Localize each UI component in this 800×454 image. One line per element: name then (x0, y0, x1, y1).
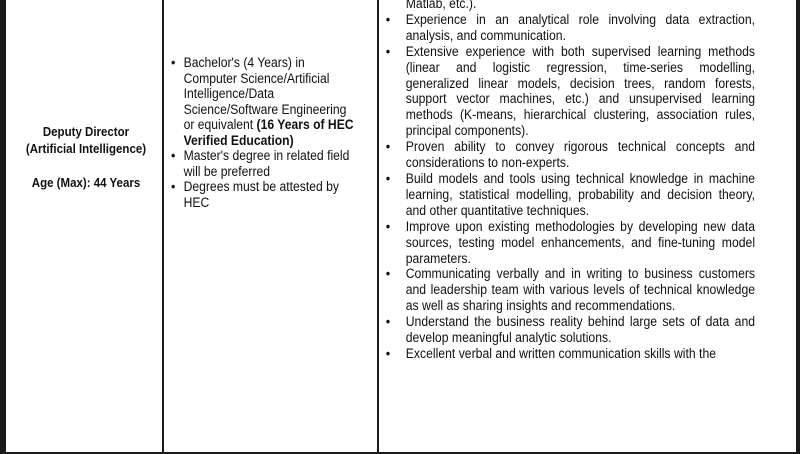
list-item: • Experience in an analytical role involving data extraction, analysis, and communication. (384, 12, 755, 44)
list-item: • Understand the business reality behind large sets of data and develop meaningful analytic solutions. (384, 314, 755, 346)
position-title: Deputy Director (42, 125, 130, 139)
qualification-item: • Master's degree in related field will be preferred (171, 148, 360, 179)
qualification-item: • Degrees must be attested by HEC (171, 179, 360, 210)
position-block (12, 124, 159, 192)
list-item: • Build models and tools using technical knowledge in machine learning, statistical modelling, probability and decision theory, and other quantitative techniques. (384, 171, 755, 219)
age-limit: Age (Max): 44 Years (31, 176, 141, 190)
continuation-text: Matlab, etc.). (405, 0, 477, 11)
position-subtitle: (Artificial Intelligence) (25, 142, 147, 156)
qualification-text: Bachelor's (4 Years) in Computer Science/Artificial Intelligence/Data Science/Software Engineering or equivalent (183, 55, 347, 132)
list-item: • Communicating verbally and in writing to business customers and leadership team with various levels of technical knowledge as well as sharing insights and recommendations. (384, 266, 755, 314)
list-item: • Excellent verbal and written communication skills with the (384, 346, 755, 362)
qualification-emphasis: (16 Years of HEC Verified Education) (183, 117, 354, 148)
responsibilities-list (384, 0, 755, 362)
qualification-list (171, 55, 360, 210)
list-item: • Proven ability to convey rigorous technical concepts and considerations to non-experts. (384, 139, 755, 171)
list-item: • Extensive experience with both supervised learning methods (linear and logistic regression, time-series modelling, generalized linear models, decision trees, random forests, support vector machines, etc.) and unsupervised learning methods (K-means, hierarchical clustering, association rules, principal components). (384, 44, 755, 139)
list-item: • Improve upon existing methodologies by developing new data sources, testing model enhancements, and fine-tuning model parameters. (384, 219, 755, 267)
qualification-item (171, 55, 360, 148)
position-cell (3, 0, 163, 453)
